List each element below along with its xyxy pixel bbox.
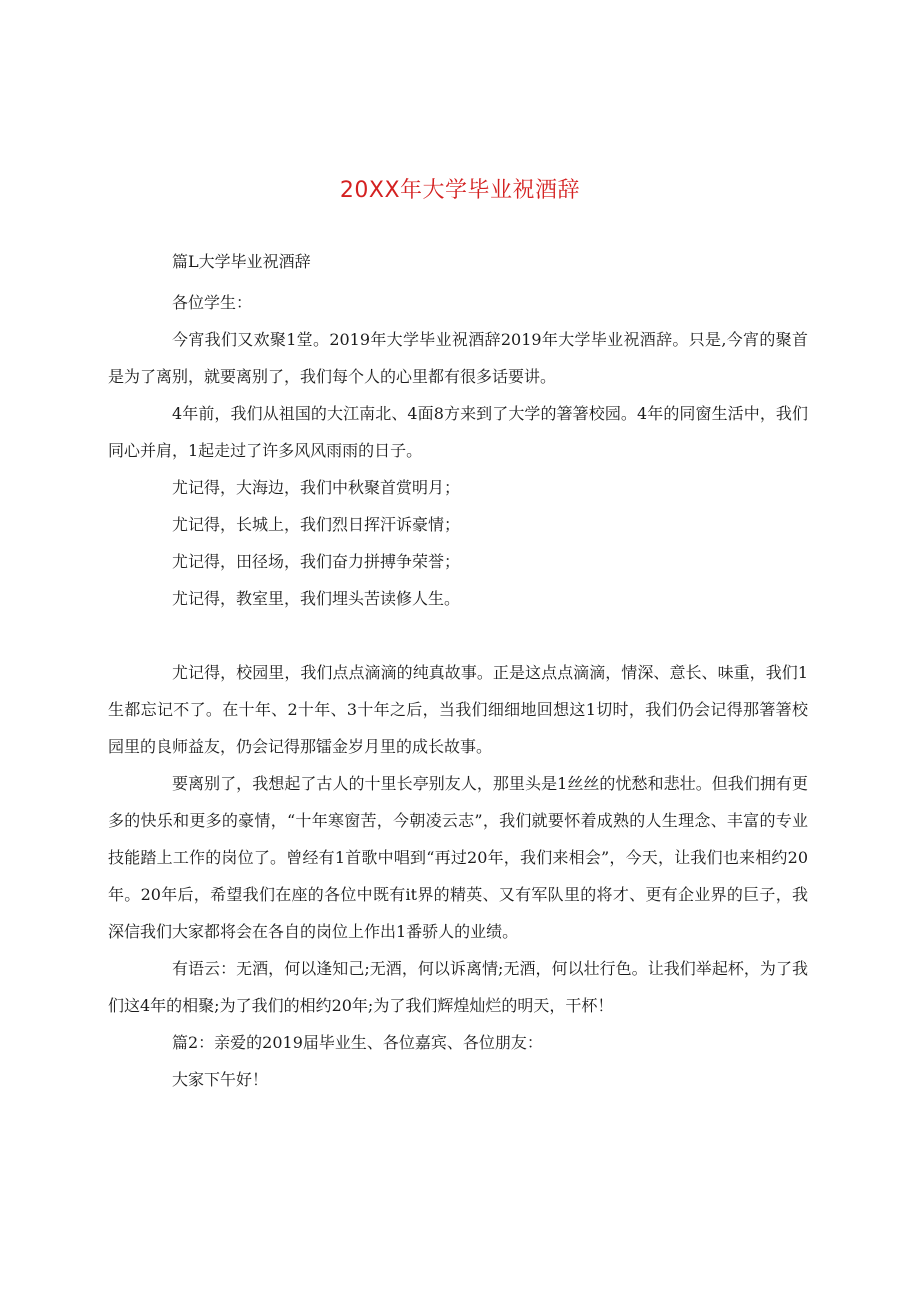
memory-line-3: 尤记得，田径场，我们奋力拼搏争荣誉； (172, 552, 461, 571)
salutation: 各位学生： (172, 293, 253, 312)
paragraph-4: 要离别了，我想起了古人的十里长亭别友人，那里头是1丝丝的忧愁和悲壮。但我们拥有更多的快乐和更多的豪情，“十年寒窗苦，今朝凌云志”，我们就要怀着成熟的人生理念、丰富的专业技能踏上工作的岗位了。曾经有1首歌中唱到“再过20年，我们来相会”，今天，让我们也来相约20年。20年后，希望我们在座的各位中既有it界的精英、又有军队里的将才、更有企业界的巨子，我深信我们大家都将会在各自的岗位上作出1番骄人的业绩。 (108, 774, 808, 941)
memory-line-2: 尤记得，长城上，我们烈日挥汗诉豪情； (172, 515, 461, 534)
memory-line-4: 尤记得，教室里，我们埋头苦读修人生。 (172, 589, 461, 608)
paragraph-5: 有语云：无酒，何以逢知己;无酒，何以诉离情;无酒，何以壮行色。让我们举起杯，为了我们这4年的相聚;为了我们的相约20年;为了我们辉煌灿烂的明天，干杯！ (108, 959, 808, 1015)
section2-heading: 篇2：亲爱的2019届毕业生、各位嘉宾、各位朋友： (172, 1033, 543, 1052)
document-title: 20XX年大学毕业祝酒辞 (339, 178, 581, 203)
section1-heading: 篇L大学毕业祝酒辞 (172, 252, 311, 271)
paragraph-3: 尤记得，校园里，我们点点滴滴的纯真故事。正是这点点滴滴，情深、意长、味重，我们1生都忘记不了。在十年、2十年、3十年之后，当我们细细地回想这1切时，我们仍会记得那箸箸校园里的良师益友，仍会记得那镭金岁月里的成长故事。 (108, 663, 808, 756)
document-body (108, 243, 808, 1098)
memory-line-1: 尤记得，大海边，我们中秋聚首赏明月； (172, 478, 461, 497)
paragraph-1: 今宵我们又欢聚1堂。2019年大学毕业祝酒辞2019年大学毕业祝酒辞。只是,今宵的聚首是为了离别，就要离别了，我们每个人的心里都有很多话要讲。 (108, 330, 808, 386)
paragraph-2: 4年前，我们从祖国的大江南北、4面8方来到了大学的箸箸校园。4年的同窗生活中，我们同心并肩，1起走过了许多风风雨雨的日子。 (108, 404, 808, 460)
greeting: 大家下午好！ (172, 1070, 269, 1089)
